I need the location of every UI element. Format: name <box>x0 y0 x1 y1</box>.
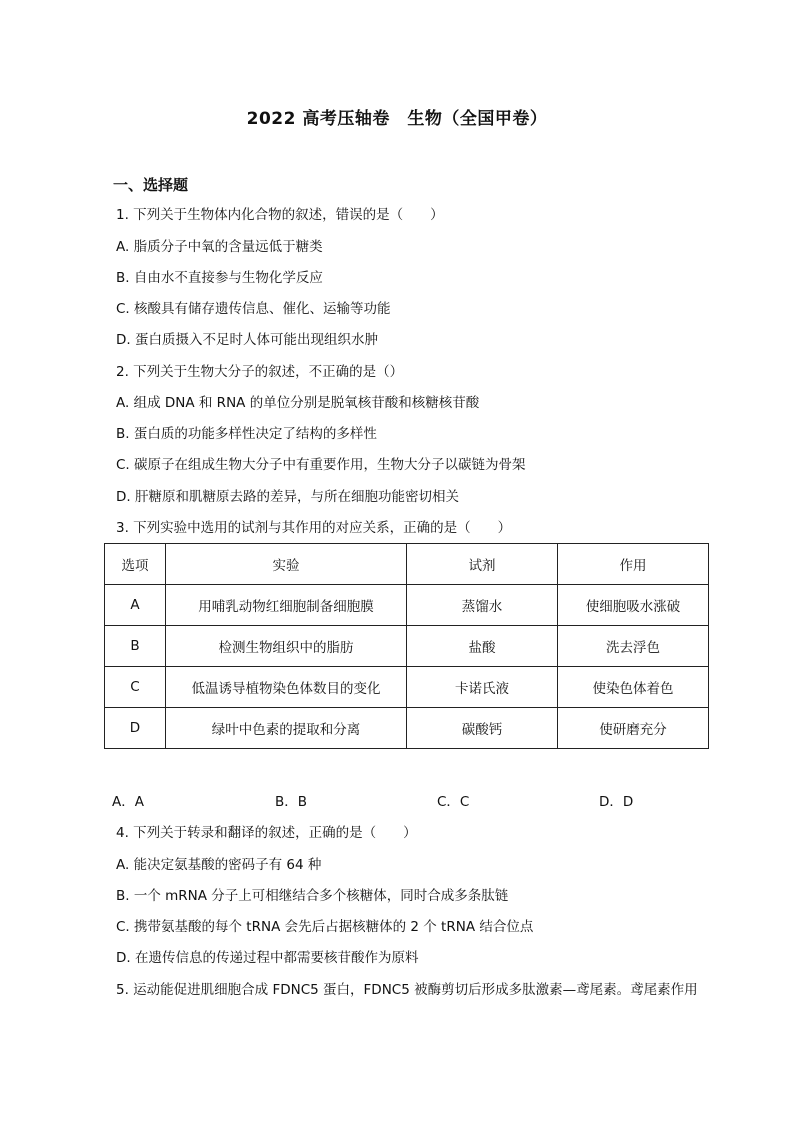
table-cell: 使研磨充分 <box>558 708 709 749</box>
question-4-option-c: C. 携带氨基酸的每个 tRNA 会先后占据核糖体的 2 个 tRNA 结合位点 <box>116 919 534 935</box>
question-4-option-d: D. 在遗传信息的传递过程中都需要核苷酸作为原料 <box>116 950 419 966</box>
question-5-stem: 5. 运动能促进肌细胞合成 FDNC5 蛋白，FDNC5 被酶剪切后形成多肽激素—鸢尾素。鸢尾素作用 <box>116 982 698 998</box>
table-cell: 蒸馏水 <box>407 585 558 626</box>
table-row <box>105 626 709 667</box>
table-cell: 绿叶中色素的提取和分离 <box>166 708 407 749</box>
table-cell: B <box>105 626 166 667</box>
table-cell: 盐酸 <box>407 626 558 667</box>
question-3-choice-c: C．C <box>437 794 470 810</box>
page-title: 2022 高考压轴卷 生物（全国甲卷） <box>246 109 548 129</box>
question-1-option-d: D. 蛋白质摄入不足时人体可能出现组织水肿 <box>116 332 378 348</box>
question-2-option-b: B. 蛋白质的功能多样性决定了结构的多样性 <box>116 426 377 442</box>
question-1-option-b: B. 自由水不直接参与生物化学反应 <box>116 270 323 286</box>
table-row <box>105 667 709 708</box>
table-cell: D <box>105 708 166 749</box>
question-4-option-a: A. 能决定氨基酸的密码子有 64 种 <box>116 857 322 873</box>
question-3-choice-d: D．D <box>599 794 634 810</box>
table-header-row <box>105 544 709 585</box>
table-cell: 碳酸钙 <box>407 708 558 749</box>
question-2-stem: 2. 下列关于生物大分子的叙述，不正确的是（） <box>116 364 404 380</box>
table-cell: 卡诺氏液 <box>407 667 558 708</box>
experiment-table <box>104 543 709 749</box>
question-4-option-b: B. 一个 mRNA 分子上可相继结合多个核糖体，同时合成多条肽链 <box>116 888 509 904</box>
table-cell: 洗去浮色 <box>558 626 709 667</box>
question-3-choice-a: A．A <box>112 794 144 810</box>
table-cell: 检测生物组织中的脂肪 <box>166 626 407 667</box>
table-cell: 使染色体着色 <box>558 667 709 708</box>
table-cell: 用哺乳动物红细胞制备细胞膜 <box>166 585 407 626</box>
table-header-cell: 选项 <box>105 544 166 585</box>
question-2-option-a: A. 组成 DNA 和 RNA 的单位分别是脱氧核苷酸和核糖核苷酸 <box>116 395 480 411</box>
table-row <box>105 585 709 626</box>
table-cell: 使细胞吸水涨破 <box>558 585 709 626</box>
table-cell: A <box>105 585 166 626</box>
table-cell: C <box>105 667 166 708</box>
table-header-cell: 试剂 <box>407 544 558 585</box>
question-4-stem: 4. 下列关于转录和翻译的叙述，正确的是（ ） <box>116 825 417 841</box>
table-header-cell: 作用 <box>558 544 709 585</box>
question-3-stem: 3. 下列实验中选用的试剂与其作用的对应关系，正确的是（ ） <box>116 520 512 536</box>
question-2-option-c: C. 碳原子在组成生物大分子中有重要作用，生物大分子以碳链为骨架 <box>116 457 526 473</box>
question-2-option-d: D. 肝糖原和肌糖原去路的差异，与所在细胞功能密切相关 <box>116 489 459 505</box>
table-cell: 低温诱导植物染色体数目的变化 <box>166 667 407 708</box>
question-1-option-a: A. 脂质分子中氧的含量远低于糖类 <box>116 239 323 255</box>
table-header-cell: 实验 <box>166 544 407 585</box>
question-1-stem: 1. 下列关于生物体内化合物的叙述，错误的是（ ） <box>116 207 444 223</box>
question-1-option-c: C. 核酸具有储存遗传信息、催化、运输等功能 <box>116 301 391 317</box>
section-heading: 一、选择题 <box>113 176 189 194</box>
question-3-choice-b: B．B <box>275 794 308 810</box>
table-row <box>105 708 709 749</box>
